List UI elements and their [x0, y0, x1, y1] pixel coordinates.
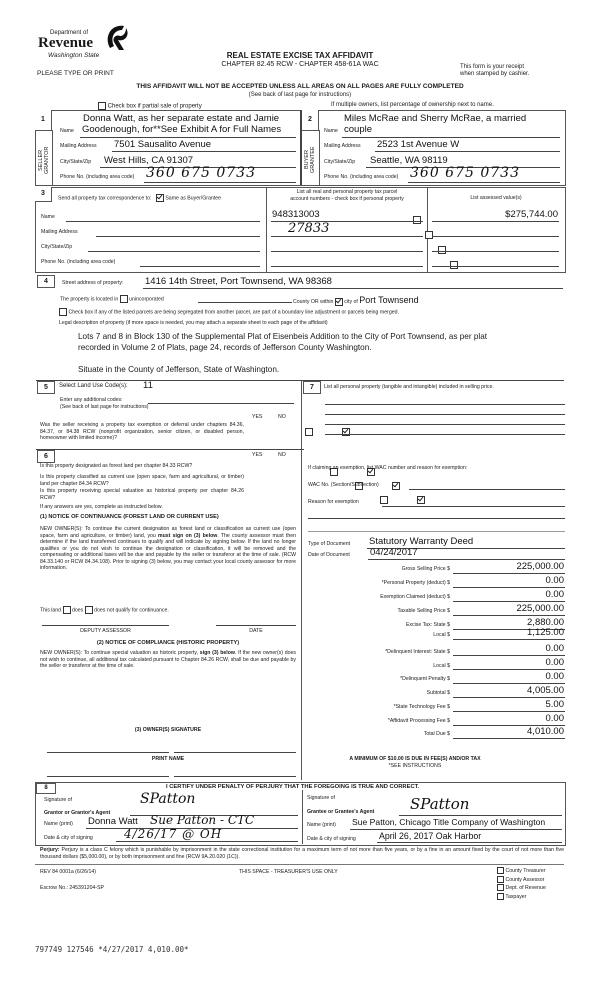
assessed-header: List assessed value(s) — [470, 195, 522, 201]
logo-dept-of: Department of — [50, 30, 89, 36]
exemption-claimed-label: Exemption Claimed (deduct) $ — [380, 594, 450, 600]
see-instructions-note: *SEE INSTRUCTIONS — [388, 763, 442, 769]
section-2-number: 2 — [302, 110, 319, 131]
legal-description-label: Legal description of property (if more space is needed, you may attach a separate sheet to each page of the affidavit) — [59, 320, 328, 326]
excise-state-label: Excise Tax: State $ — [405, 622, 450, 628]
minimum-due-note: A MINIMUM OF $10.00 IS DUE IN FEE(S) AND/OR TAX — [349, 756, 481, 762]
copy-distribution — [497, 867, 546, 902]
doc-type-label: Type of Document — [308, 541, 351, 547]
grantor-name-handwritten[interactable]: Sue Patton - CTC — [150, 813, 255, 827]
taxpayer-checkbox[interactable] — [497, 893, 504, 900]
perjury-notice: Perjury: Perjury is a class C felony which is punishable by imprisonment in the state correctional institution for a maximum term of not more than five years, or by a fine in an amount fixed by the court of not more than five thousand dollars ($5,000.00), or by both imprisonment and fine (RCW 9A.20.020 (1C)). — [40, 847, 564, 860]
parcel-header: List all real and personal property tax parcel account numbers - check box if personal property — [290, 189, 404, 202]
logo-state: Washington State — [48, 52, 100, 59]
grantor-name-label: Name — [60, 128, 74, 134]
exemption-claim-label: If claiming an exemption, list WAC number and reason for exemption: — [308, 465, 468, 471]
grantee-phone-field[interactable]: 360 675 0733 — [410, 165, 520, 181]
excise-state-value[interactable]: 2,880.00 — [527, 617, 564, 628]
dor-logo — [38, 24, 138, 70]
section-4-number: 4 — [37, 275, 55, 288]
parcel-2-personal-checkbox[interactable] — [425, 231, 433, 239]
segregated-row: Check box if any of the listed parcels are being segregated from another parcel, are part of a boundary line adjustment or parcels being merged. — [59, 308, 399, 316]
doc-date-field[interactable]: 04/24/2017 — [370, 547, 418, 558]
rev-number: REV 84 0001a (6/26/14) — [40, 869, 96, 875]
section-7-number: 7 — [303, 381, 321, 394]
same-as-buyer-checkbox[interactable] — [156, 194, 164, 202]
section-1-number: 1 — [35, 110, 52, 131]
tech-fee-label: *State Technology Fee $ — [393, 704, 450, 710]
parcel-3-personal-checkbox[interactable] — [438, 246, 446, 254]
escrow-number: Escrow No.: 245391204-SP — [40, 885, 105, 891]
print-name-field-2[interactable] — [174, 776, 296, 777]
personal-property-deduct-value[interactable]: 0.00 — [545, 575, 564, 586]
notice-2-text: NEW OWNER(S): To continue special valuation as historic property, sign (3) below. If the new owner(s) does not wish to continue, all additional tax calculated pursuant to Chapter 84.26 RCW, shall be due and payable by the seller or transferor at the time of sale. — [40, 650, 296, 669]
forest-land-question: Is this property designated as forest land per chapter 84.33 RCW? — [40, 463, 193, 469]
section-5-no-header: NO — [278, 414, 286, 420]
unincorporated-checkbox[interactable] — [120, 295, 128, 303]
delinquent-interest-state-label: *Delinquent Interest: State $ — [385, 649, 450, 655]
section-6-yes-header: YES — [252, 452, 263, 458]
grantee-name-print-label: Name (print) — [307, 822, 336, 828]
assessed-value-1[interactable]: $275,744.00 — [505, 209, 558, 220]
grantor-mailing-field[interactable]: 7501 Sausalito Avenue — [114, 139, 212, 150]
exemption-yes-checkbox[interactable] — [305, 428, 313, 436]
land-use-label: Select Land Use Code(s): — [59, 383, 128, 389]
logo-revenue: Revenue — [38, 35, 93, 51]
partial-sale-label: Check box if partial sale of property — [107, 103, 202, 110]
copy-taxpayer[interactable]: Taxpayer — [497, 893, 546, 902]
grantor-name-line1[interactable]: Donna Watt, as her separate estate and Jamie — [83, 113, 280, 124]
taxable-price-value[interactable]: 225,000.00 — [516, 603, 564, 614]
section-5-yes-header: YES — [252, 414, 263, 420]
section-3-number: 3 — [35, 187, 52, 202]
grantee-name-line2[interactable]: couple — [344, 124, 372, 135]
county-field[interactable] — [198, 302, 292, 303]
grantee-sig-label-2: Grantee or Grantee's Agent — [307, 809, 375, 815]
deputy-assessor-field[interactable] — [42, 625, 169, 626]
grantee-sig-label-1: Signature of — [307, 795, 335, 801]
deputy-assessor-label: DEPUTY ASSESSOR — [80, 628, 131, 634]
receipt-note-1: This form is your receipt — [460, 64, 525, 70]
assessor-date-field[interactable] — [216, 625, 296, 626]
corr-city-field[interactable] — [88, 251, 260, 252]
current-use-question: Is this property classified as current use (open space, farm and agricultural, or timber) land per chapter 84.34 RCW? — [40, 474, 244, 487]
exemption-question: Was the seller receiving a property tax exemption or deferral under chapters 84.36, 84.37, or 84.38 RCW (nonprofit organization, senior citizen, or disabled person, homeowner with limited income)? — [40, 422, 244, 441]
grantee-date-label: Date & city of signing — [307, 836, 356, 842]
dor-swoosh-logo-icon — [104, 24, 130, 52]
city-of-checkbox[interactable] — [335, 298, 343, 306]
total-due-label: Total Due $ — [423, 731, 450, 737]
grantor-name-line2[interactable]: Goodenough, for**See Exhibit A for Full Names — [82, 124, 282, 135]
parcel-number-2[interactable]: 27833 — [288, 221, 330, 236]
grantor-phone-label: Phone No. (including area code) — [60, 174, 135, 180]
multiple-owners-note: If multiple owners, list percentage of ownership next to name. — [331, 102, 494, 108]
personal-property-label: List all personal property (tangible and intangible) included in selling price. — [324, 384, 494, 390]
if-yes-note: If any answers are yes, complete as instructed below. — [40, 504, 163, 510]
section-5-number: 5 — [37, 381, 55, 394]
taxable-price-label: Taxable Selling Price $ — [397, 608, 450, 614]
warning-banner: THIS AFFIDAVIT WILL NOT BE ACCEPTED UNLESS ALL AREAS ON ALL PAGES ARE FULLY COMPLETED — [136, 83, 464, 90]
grantor-city-field[interactable]: West Hills, CA 91307 — [104, 155, 194, 166]
copy-county-treasurer[interactable]: County Treasurer — [497, 867, 546, 876]
corr-mailing-field[interactable] — [96, 236, 260, 237]
total-due-value[interactable]: 4,010.00 — [527, 726, 564, 737]
parcel-number-1[interactable]: 948313003 — [272, 209, 320, 220]
qualify-does-not-checkbox[interactable] — [85, 606, 93, 614]
legal-description-text[interactable]: Lots 7 and 8 in Block 130 of the Supplemental Plat of Eisenbeis Addition to the City of Port Townsend, as per plat recorded in Volume 2 of Plats, page 24, records of Jefferson County Washington. Situate in the County of Jefferson, State of Washington. — [78, 332, 488, 374]
grantor-name-print-field[interactable]: Donna Watt — [88, 816, 138, 827]
excise-local-label: Local $ — [433, 632, 450, 638]
gross-price-value[interactable]: 225,000.00 — [516, 561, 564, 572]
partial-sale-checkbox[interactable] — [98, 102, 106, 110]
personal-property-line-3[interactable] — [325, 424, 565, 425]
send-correspondence-row — [58, 194, 221, 202]
exemption-claimed-value[interactable]: 0.00 — [545, 589, 564, 600]
grantee-name-line1[interactable]: Miles McRae and Sherry McRae, a married — [344, 113, 527, 124]
subtotal-value[interactable]: 4,005.00 — [527, 685, 564, 696]
additional-codes-note: (See back of last page for instructions) — [60, 404, 149, 410]
reason-field-2[interactable] — [308, 518, 565, 519]
tech-fee-value[interactable]: 5.00 — [545, 699, 564, 710]
affidavit-fee-value[interactable]: 0.00 — [545, 713, 564, 724]
copy-dept-revenue[interactable]: Dept. of Revenue — [497, 884, 546, 893]
grantor-name-print-label: Name (print) — [44, 821, 73, 827]
current-use-no-checkbox[interactable] — [392, 482, 400, 490]
owner-signature-field-2[interactable] — [174, 752, 296, 753]
seller-grantor-label: SELLER GRANTOR — [38, 146, 50, 174]
corr-name-field[interactable] — [66, 221, 260, 222]
additional-codes-field[interactable] — [148, 403, 294, 404]
parcel-4-personal-checkbox[interactable] — [450, 261, 458, 269]
corr-phone-field[interactable] — [140, 266, 260, 267]
doc-type-field[interactable]: Statutory Warranty Deed — [369, 536, 474, 547]
notice-2-title: (2) NOTICE OF COMPLIANCE (HISTORIC PROPERTY) — [96, 640, 240, 646]
excise-local-value[interactable]: 1,125.00 — [527, 627, 564, 638]
delinquent-penalty-label: *Delinquent Penalty $ — [400, 676, 450, 682]
reason-field[interactable] — [382, 506, 565, 507]
additional-codes-label: Enter any additional codes: — [60, 397, 123, 403]
grantor-city-label: City/State/Zip — [60, 159, 92, 165]
grantee-signature[interactable]: SPatton — [410, 795, 470, 813]
reason-label: Reason for exemption — [308, 499, 359, 505]
subtotal-label: Subtotal $ — [426, 690, 450, 696]
notice-1-title: (1) NOTICE OF CONTINUANCE (FOREST LAND OR CURRENT USE) — [40, 514, 219, 520]
affidavit-fee-label: *Affidavit Processing Fee $ — [387, 718, 450, 724]
buyer-grantee-label: BUYER GRANTEE — [304, 146, 316, 174]
owner-signature-label: (3) OWNER(S) SIGNATURE — [134, 727, 202, 733]
delinquent-penalty-value[interactable]: 0.00 — [545, 671, 564, 682]
personal-property-deduct-label: *Personal Property (deduct) $ — [381, 580, 450, 586]
send-correspondence-label: Send all property tax correspondence to: — [58, 195, 152, 202]
form-subtitle: CHAPTER 82.45 RCW - CHAPTER 458-61A WAC — [221, 61, 379, 68]
see-back-note: (See back of last page for instructions) — [248, 92, 352, 98]
grantor-sig-label-1: Signature of — [44, 797, 72, 803]
dept-revenue-checkbox[interactable] — [497, 884, 504, 891]
grantor-mailing-label: Mailing Address — [60, 143, 97, 149]
segregated-checkbox[interactable] — [59, 308, 67, 316]
receipt-note-2: when stamped by cashier. — [460, 71, 530, 77]
doc-date-label: Date of Document — [308, 552, 350, 558]
personal-property-line-1[interactable] — [325, 404, 565, 405]
delinquent-interest-state-value[interactable]: 0.00 — [545, 643, 564, 654]
treasurer-only-label: THIS SPACE - TREASURER'S USE ONLY — [239, 869, 338, 875]
county-assessor-checkbox[interactable] — [497, 876, 504, 883]
print-name-field-1[interactable] — [47, 776, 169, 777]
cashier-stamp: 797749 127546 *4/27/2017 4,010.00* — [35, 945, 189, 954]
corr-mailing-label: Mailing Address — [41, 229, 78, 235]
grantee-city-label: City/State/Zip — [324, 159, 356, 165]
notice-1-text: NEW OWNER(S): To continue the current designation as forest land or classification as current use (open space, farm and agriculture, or timber) land, you must sign on (3) below. The county assessor must then determine if the land transferred continues to qualify and will indicate by signing below. If the land no longer qualifies or you do not wish to continue the designation or classification, it will be removed and the compensating or additional taxes will be due and payable by the seller or transferor at the time of sale. (RCW 84.33.140 or RCW 84.34.108). Prior to signing (3) below, you may contact your local county assessor for more information. — [40, 526, 297, 571]
city-of-field[interactable]: Port Townsend — [359, 295, 419, 305]
same-as-buyer-label: Same as Buyer/Grantee — [165, 195, 221, 202]
grantor-sig-label-2: Grantor or Grantor's Agent — [44, 810, 111, 816]
street-address-label: Street address of property: — [62, 280, 124, 286]
grantee-city-field[interactable]: Seattle, WA 98119 — [370, 155, 448, 166]
historical-yes-checkbox[interactable] — [380, 496, 388, 504]
section-8-box — [35, 782, 566, 846]
wac-field[interactable] — [409, 489, 565, 490]
gross-price-label: Gross Selling Price $ — [401, 566, 450, 572]
grantee-name-label: Name — [324, 128, 338, 134]
grantee-phone-label: Phone No. (including area code) — [324, 174, 399, 180]
city-of-row: County OR within city of Port Townsend — [293, 295, 419, 305]
historical-question: Is this property receiving special valuation as historical property per chapter 84.26 RCW? — [40, 488, 244, 501]
date-label: DATE — [249, 628, 263, 634]
street-address-field[interactable]: 1416 14th Street, Port Townsend, WA 98368 — [145, 276, 332, 287]
grantee-mailing-field[interactable]: 2523 1st Avenue W — [377, 139, 460, 150]
grantor-date-label: Date & city of signing — [44, 835, 93, 841]
corr-phone-label: Phone No. (including area code) — [41, 259, 116, 265]
delinquent-interest-local-value[interactable]: 0.00 — [545, 657, 564, 668]
qualify-does-checkbox[interactable] — [63, 606, 71, 614]
delinquent-interest-local-label: Local $ — [433, 663, 450, 669]
wac-label: WAC No. (Section/Subsection) — [308, 482, 379, 488]
section-6-no-header: NO — [278, 452, 286, 458]
section-6-number: 6 — [37, 450, 55, 463]
parcel-1-personal-checkbox[interactable] — [413, 216, 421, 224]
grantee-name-print-field[interactable]: Sue Patton, Chicago Title Company of Washington — [352, 817, 546, 827]
owner-signature-field-1[interactable] — [47, 752, 169, 753]
qualify-row: This land does does not qualify for continuance. — [40, 607, 169, 614]
grantor-signature[interactable]: SPatton — [140, 791, 196, 807]
property-location-row: The property is located in unincorporated — [60, 296, 164, 303]
corr-city-label: City/State/Zip — [41, 244, 73, 250]
section-8-number: 8 — [36, 783, 56, 794]
print-name-label: PRINT NAME — [151, 756, 185, 762]
corr-name-label: Name — [41, 214, 55, 220]
personal-property-line-4[interactable] — [325, 434, 565, 435]
county-treasurer-checkbox[interactable] — [497, 867, 504, 874]
grantee-mailing-label: Mailing Address — [324, 143, 361, 149]
certify-statement: I CERTIFY UNDER PENALTY OF PERJURY THAT THE FOREGOING IS TRUE AND CORRECT. — [166, 784, 420, 790]
historical-no-checkbox[interactable] — [417, 496, 425, 504]
please-type: PLEASE TYPE OR PRINT — [37, 70, 114, 77]
land-use-field[interactable]: 11 — [143, 380, 153, 391]
grantor-date-field[interactable]: 4/26/17 @ OH — [124, 827, 223, 841]
personal-property-line-2[interactable] — [325, 414, 565, 415]
copy-county-assessor[interactable]: County Assessor — [497, 876, 546, 885]
form-title: REAL ESTATE EXCISE TAX AFFIDAVIT — [226, 51, 374, 60]
grantee-date-field[interactable]: April 26, 2017 Oak Harbor — [379, 831, 482, 841]
grantor-phone-field[interactable]: 360 675 0733 — [146, 165, 256, 181]
